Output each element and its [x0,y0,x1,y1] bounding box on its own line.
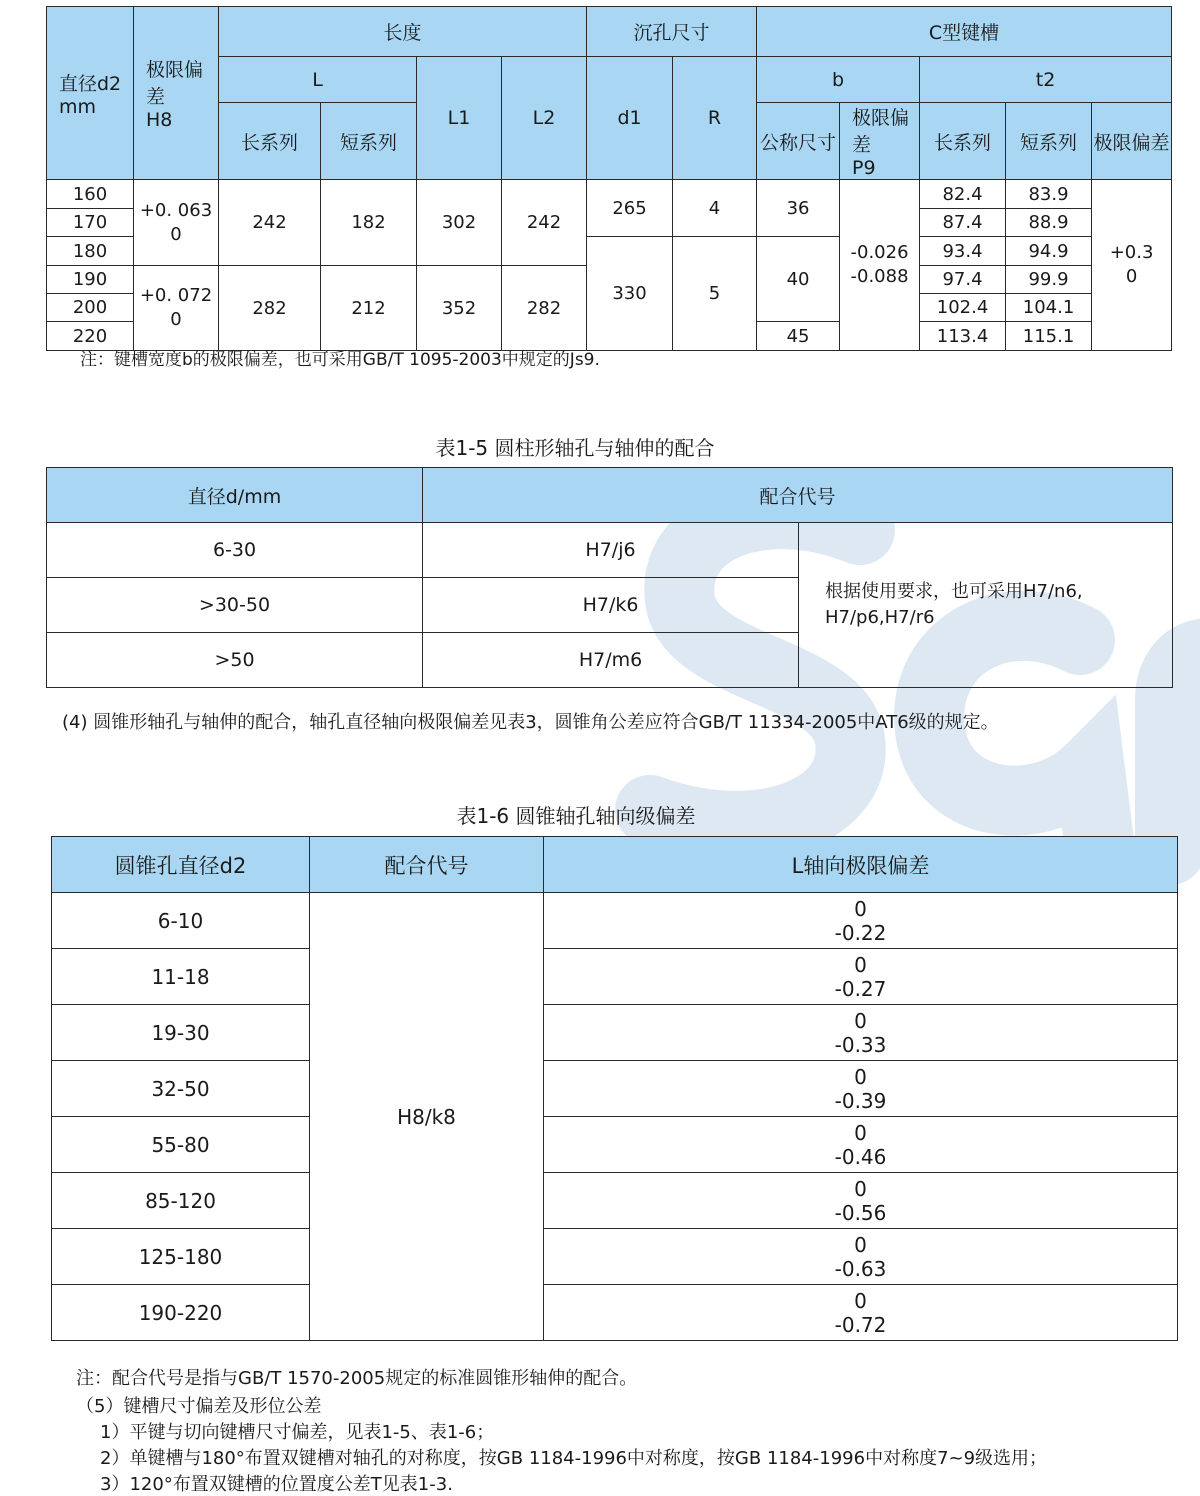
keyway-dimension-table [46,6,1172,351]
axial-deviation-cell [544,1117,1178,1173]
fit-code-cell: H7/m6 [423,633,799,688]
t2-long-cell: 113.4 [920,322,1006,351]
b-limit-dev-cell [840,180,920,351]
diameter-cell: 200 [47,294,134,322]
header-t2: t2 [920,57,1172,103]
b-nominal-cell: 36 [757,180,840,237]
taper-diameter-cell: 85-120 [52,1173,310,1229]
taper-diameter-cell: 55-80 [52,1117,310,1173]
diameter-range-cell: >30-50 [47,578,423,633]
header-short-series: 短系列 [321,103,417,180]
header-b: b [757,57,920,103]
header-long-series: 长系列 [219,103,321,180]
header-limit-dev-label: 极限偏差 [146,59,204,108]
section-5-item-2: 2）单键槽与180°布置双键槽对轴孔的对称度，按GB 1184-1996中对称度，按GB 1184-1996中对称度7~9级选用； [100,1448,1048,1469]
L-long-cell: 282 [219,266,321,351]
taper-diameter-cell: 190-220 [52,1285,310,1341]
deviation-upper: 0 [854,1064,867,1089]
t2-long-cell: 93.4 [920,237,1006,266]
L1-cell: 352 [417,266,502,351]
diameter-cell: 170 [47,209,134,237]
limit-dev-lower: 0 [170,223,182,245]
diameter-cell: 160 [47,180,134,209]
table-1-5-caption: 表1-5 圆柱形轴孔与轴伸的配合 [435,436,715,460]
header-b-limit-grade: P9 [852,157,876,179]
header-counterbore: 沉孔尺寸 [587,7,757,57]
L-short-cell: 212 [321,266,417,351]
L-long-cell: 242 [219,180,321,266]
deviation-upper: 0 [854,952,867,977]
fit-remark-line2: H7/p6,H7/r6 [825,607,935,628]
limit-dev-upper: +0. 063 [139,199,213,221]
limit-dev-lower: 0 [170,309,182,330]
limit-dev-cell [134,180,219,266]
header-limit-dev [134,7,219,180]
b-dev-upper: -0.026 [850,242,909,263]
t2-short-cell: 88.9 [1006,209,1092,237]
header-limit-dev-grade: H8 [146,109,173,131]
deviation-upper: 0 [854,1288,867,1313]
deviation-upper: 0 [854,1008,867,1033]
d1-cell: 265 [587,180,673,237]
axial-deviation-cell [544,1229,1178,1285]
axial-deviation-cell [544,949,1178,1005]
taper-fit-code-cell: H8/k8 [310,893,544,1341]
taper-deviation-table [51,836,1178,1341]
t2-long-cell: 82.4 [920,180,1006,209]
diameter-range-cell: 6-30 [47,523,423,578]
header-axial-deviation: L轴向极限偏差 [544,837,1178,893]
header-t2-long: 长系列 [920,103,1006,180]
note-fit-code: 注：配合代号是指与GB/T 1570-2005规定的标准圆锥形轴伸的配合。 [76,1368,638,1389]
fit-code-cell: H7/j6 [423,523,799,578]
axial-deviation-cell [544,1005,1178,1061]
header-b-limit-dev-label: 极限偏差 [852,107,910,156]
deviation-lower: -0.39 [834,1088,887,1113]
cylindrical-fit-table [46,467,1173,688]
diameter-cell: 180 [47,237,134,266]
b-nominal-cell: 45 [757,322,840,351]
t2-short-cell: 83.9 [1006,180,1092,209]
diameter-range-cell: >50 [47,633,423,688]
axial-deviation-cell [544,1173,1178,1229]
L2-cell: 242 [502,180,587,266]
limit-dev-cell [134,266,219,351]
deviation-lower: -0.46 [834,1144,887,1169]
deviation-lower: -0.27 [834,976,887,1001]
deviation-lower: -0.56 [834,1200,887,1225]
deviation-upper: 0 [854,1120,867,1145]
header-b-limit-dev [840,103,920,180]
d1-cell: 330 [587,237,673,351]
deviation-upper: 0 [854,1232,867,1257]
header-length: 长度 [219,7,587,57]
axial-deviation-cell [544,893,1178,949]
L-short-cell: 182 [321,180,417,266]
section-5-item-3: 3）120°布置双键槽的位置度公差T见表1-3. [100,1474,453,1495]
deviation-lower: -0.72 [834,1312,887,1337]
header-diameter-label: 直径d2 [59,72,122,95]
header-b-nominal: 公称尺寸 [757,103,840,180]
taper-diameter-cell: 125-180 [52,1229,310,1285]
header-L1: L1 [417,57,502,180]
diameter-cell: 220 [47,322,134,351]
taper-diameter-cell: 11-18 [52,949,310,1005]
header-L2: L2 [502,57,587,180]
R-cell: 4 [673,180,757,237]
header-diameter-d: 直径d/mm [47,468,423,523]
fit-remark-line1: 根据使用要求，也可采用H7/n6, [825,581,1083,602]
header-d1: d1 [587,57,673,180]
t2-limit-dev-cell [1092,180,1172,351]
deviation-lower: -0.63 [834,1256,887,1281]
t2-dev-upper: +0.3 [1109,242,1154,263]
taper-diameter-cell: 6-10 [52,893,310,949]
header-t2-limit-dev: 极限偏差 [1092,103,1172,180]
header-fit-code: 配合代号 [423,468,1173,523]
header-diameter [47,7,134,180]
deviation-upper: 0 [854,896,867,921]
header-diameter-unit: mm [59,95,97,118]
L2-cell: 282 [502,266,587,351]
deviation-lower: -0.22 [834,920,887,945]
fit-remark-cell [799,523,1173,688]
limit-dev-upper: +0. 072 [139,285,213,306]
header-L: L [219,57,417,103]
taper-diameter-cell: 19-30 [52,1005,310,1061]
table-1-6-caption: 表1-6 圆锥轴孔轴向级偏差 [456,804,696,828]
header-taper-diameter: 圆锥孔直径d2 [52,837,310,893]
axial-deviation-cell [544,1285,1178,1341]
t2-short-cell: 115.1 [1006,322,1092,351]
section-5-item-1: 1）平键与切向键槽尺寸偏差，见表1-5、表1-6； [100,1422,495,1443]
fit-code-cell: H7/k6 [423,578,799,633]
taper-diameter-cell: 32-50 [52,1061,310,1117]
t2-short-cell: 94.9 [1006,237,1092,266]
R-cell: 5 [673,237,757,351]
L1-cell: 302 [417,180,502,266]
header-R: R [673,57,757,180]
b-dev-lower: -0.088 [850,266,909,287]
t2-short-cell: 99.9 [1006,266,1092,294]
header-keyway: C型键槽 [757,7,1172,57]
deviation-upper: 0 [854,1176,867,1201]
diameter-cell: 190 [47,266,134,294]
deviation-lower: -0.33 [834,1032,887,1057]
header-fit-code: 配合代号 [310,837,544,893]
t2-long-cell: 102.4 [920,294,1006,322]
b-nominal-cell: 40 [757,237,840,322]
t2-short-cell: 104.1 [1006,294,1092,322]
note-keyway-width: 注：键槽宽度b的极限偏差，也可采用GB/T 1095-2003中规定的Js9. [80,350,600,370]
t2-dev-lower: 0 [1125,266,1138,287]
t2-long-cell: 87.4 [920,209,1006,237]
section-5-heading: （5）键槽尺寸偏差及形位公差 [76,1396,322,1417]
paragraph-4: (4) 圆锥形轴孔与轴伸的配合，轴孔直径轴向极限偏差见表3，圆锥角公差应符合GB/T 11334-2005中AT6级的规定。 [62,712,999,733]
axial-deviation-cell [544,1061,1178,1117]
header-t2-short: 短系列 [1006,103,1092,180]
t2-long-cell: 97.4 [920,266,1006,294]
